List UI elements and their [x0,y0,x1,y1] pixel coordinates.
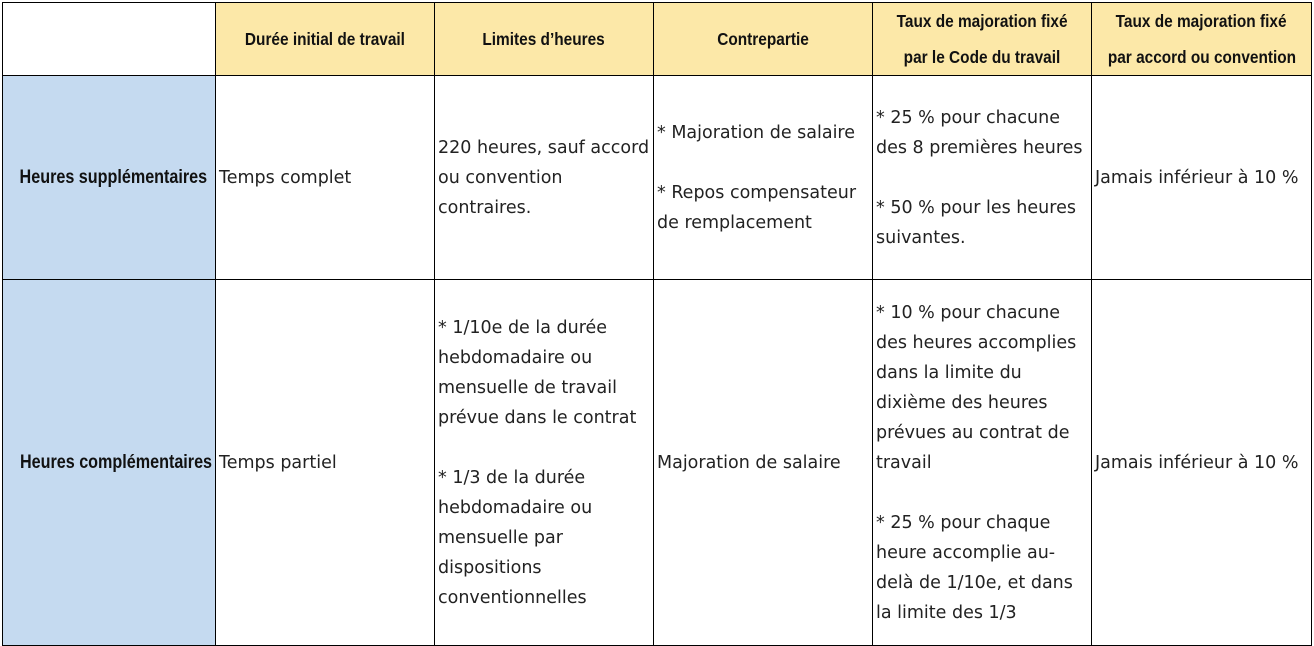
row-label-heures-complementaires: Heures complémentaires [3,280,216,646]
cell-contrepartie: * Majoration de salaire * Repos compensateur de remplacement [654,76,873,280]
cell-contrepartie: Majoration de salaire [654,280,873,646]
header-taux-accord: Taux de majoration fixé par accord ou convention [1092,3,1312,76]
majoration-table [2,2,1312,646]
header-duree: Durée initial de travail [216,3,435,76]
cell-limites: 220 heures, sauf accord ou convention contraires. [435,76,654,280]
header-taux-code: Taux de majoration fixé par le Code du travail [873,3,1092,76]
cell-taux-code: * 25 % pour chacune des 8 premières heures * 50 % pour les heures suivantes. [873,76,1092,280]
header-blank-cell [3,3,216,76]
cell-taux-code: * 10 % pour chacune des heures accomplies dans la limite du dixième des heures prévues au contrat de travail * 25 % pour chaque heure accomplie au-delà de 1/10e, et dans la limite des 1/3 [873,280,1092,646]
table-row [3,280,1312,646]
cell-taux-accord: Jamais inférieur à 10 % [1092,280,1312,646]
header-limites: Limites d’heures [435,3,654,76]
cell-taux-accord: Jamais inférieur à 10 % [1092,76,1312,280]
cell-duree: Temps partiel [216,280,435,646]
header-row [3,3,1312,76]
cell-limites: * 1/10e de la durée hebdomadaire ou mensuelle de travail prévue dans le contrat * 1/3 de la durée hebdomadaire ou mensuelle par dispositions conventionnelles [435,280,654,646]
header-contrepartie: Contrepartie [654,3,873,76]
table-row [3,76,1312,280]
cell-duree: Temps complet [216,76,435,280]
row-label-heures-supplementaires: Heures supplémentaires [3,76,216,280]
